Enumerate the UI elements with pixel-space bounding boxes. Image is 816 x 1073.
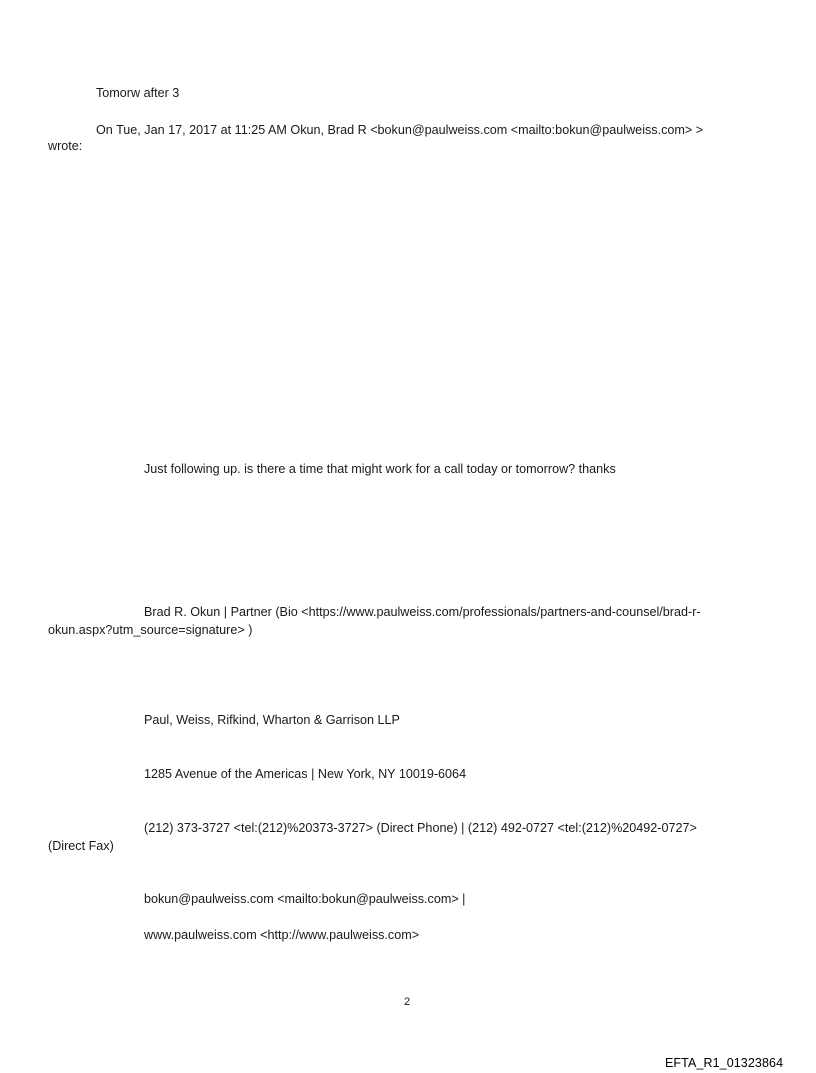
quote-header-line-1: On Tue, Jan 17, 2017 at 11:25 AM Okun, Brad R <bokun@paulweiss.com <mailto:bokun@paulweiss.com> >: [96, 123, 704, 137]
signature-address: 1285 Avenue of the Americas | New York, NY 10019-6064: [144, 767, 467, 781]
signature-name-line-1: Brad R. Okun | Partner (Bio <https://www.paulweiss.com/professionals/partners-and-counsel/brad-r-: [144, 605, 701, 619]
signature-firm: Paul, Weiss, Rifkind, Wharton & Garrison LLP: [144, 713, 400, 727]
signature-phone-line-2: (Direct Fax): [48, 839, 114, 853]
bates-stamp: EFTA_R1_01323864: [665, 1056, 784, 1070]
reply-text: Tomorw after 3: [96, 86, 180, 100]
signature-name-line-2: okun.aspx?utm_source=signature> ): [48, 623, 253, 637]
quoted-body: Just following up. is there a time that might work for a call today or tomorrow? thanks: [144, 462, 616, 476]
signature-phone-line-1: (212) 373-3727 <tel:(212)%20373-3727> (Direct Phone) | (212) 492-0727 <tel:(212)%20492-0727>: [144, 821, 697, 835]
signature-website: www.paulweiss.com <http://www.paulweiss.com>: [144, 928, 420, 942]
signature-email: bokun@paulweiss.com <mailto:bokun@paulweiss.com> |: [144, 892, 466, 906]
quote-header-line-2: wrote:: [48, 139, 83, 153]
page-number: 2: [404, 996, 411, 1008]
